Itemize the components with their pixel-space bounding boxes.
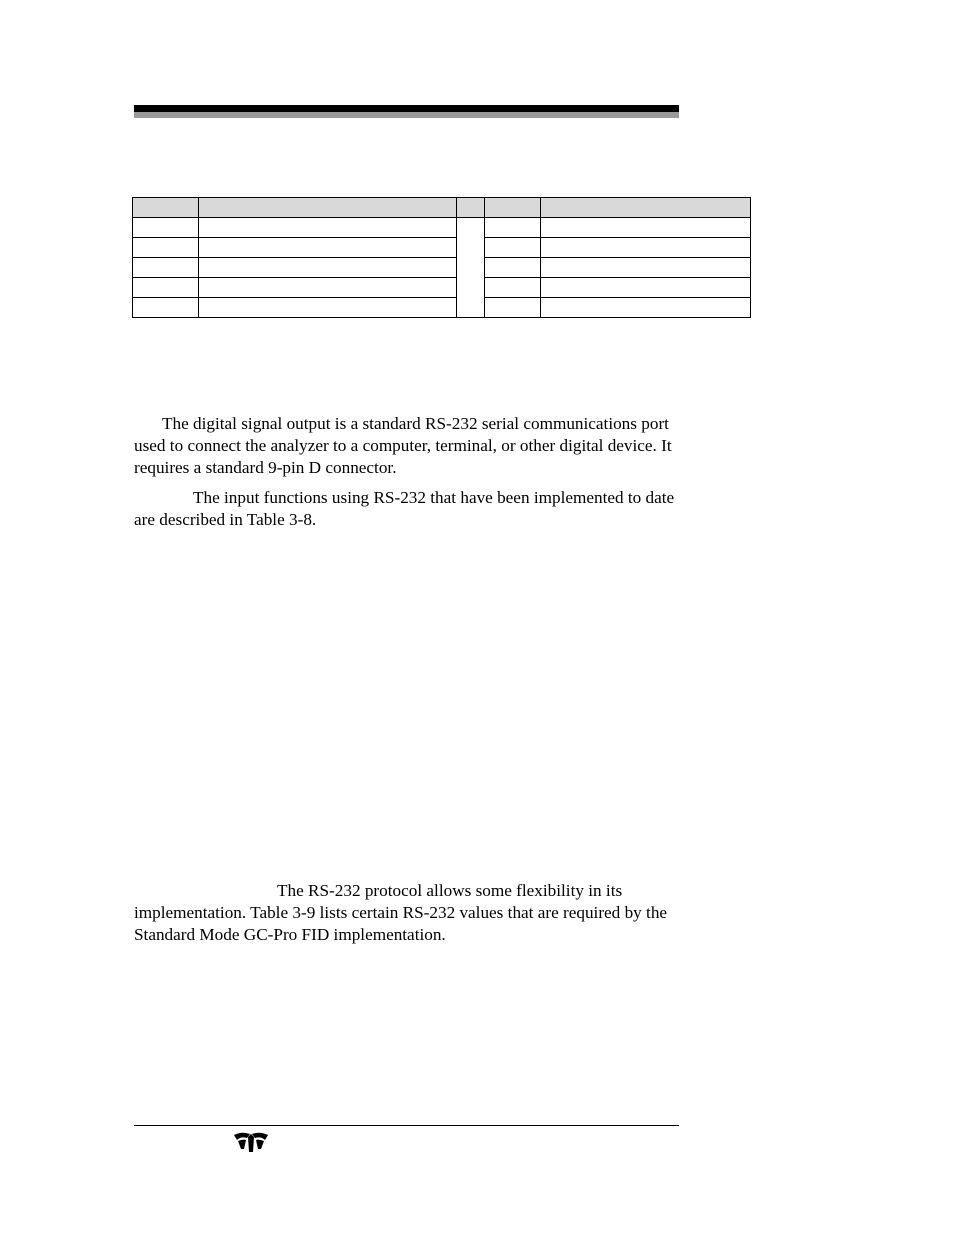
table-cell [541, 218, 751, 238]
table-cell [199, 218, 457, 238]
table-cell [485, 238, 541, 258]
protocol-paragraph [134, 880, 694, 946]
table-cell [199, 238, 457, 258]
table-cell [485, 278, 541, 298]
table-cell [485, 218, 541, 238]
table-row [133, 278, 751, 298]
table-spacer-cell [457, 218, 485, 318]
table-header-row [133, 198, 751, 218]
table-cell [485, 258, 541, 278]
table-header-cell [541, 198, 751, 218]
pin-assignment-table [132, 197, 751, 318]
digital-output-paragraph [134, 413, 694, 479]
table-row [133, 218, 751, 238]
input-functions-paragraph [134, 487, 694, 531]
footer-rule [134, 1125, 679, 1126]
table-header-cell [199, 198, 457, 218]
table-cell [541, 298, 751, 318]
table-cell [133, 258, 199, 278]
table-row [133, 298, 751, 318]
table-cell [199, 298, 457, 318]
table-cell [199, 258, 457, 278]
protocol-text: The RS-232 protocol allows some flexibility in its implementation. Table 3-9 lists certain RS-232 values that are required by the Standard Mode GC-Pro FID implementation. [134, 881, 668, 944]
table-header-cell [485, 198, 541, 218]
table-cell [133, 238, 199, 258]
table-cell [133, 278, 199, 298]
table-cell [541, 258, 751, 278]
digital-output-text: The digital signal output is a standard RS-232 serial communications port used to connect the analyzer to a computer, terminal, or other digital device. It requires a standard 9-pin D connector. [134, 414, 672, 477]
table-cell [133, 298, 199, 318]
header-rule-gray [134, 112, 679, 118]
table-cell [199, 278, 457, 298]
teledyne-logo-icon [233, 1131, 269, 1153]
table-cell [541, 278, 751, 298]
table-cell [133, 218, 199, 238]
input-functions-text: The input functions using RS-232 that have been implemented to date are described in Table 3-8. [134, 488, 675, 529]
header-rule-black [134, 105, 679, 112]
table-row [133, 258, 751, 278]
table-row [133, 238, 751, 258]
table-cell [541, 238, 751, 258]
table-header-cell [133, 198, 199, 218]
table-header-cell [457, 198, 485, 218]
table-cell [485, 298, 541, 318]
